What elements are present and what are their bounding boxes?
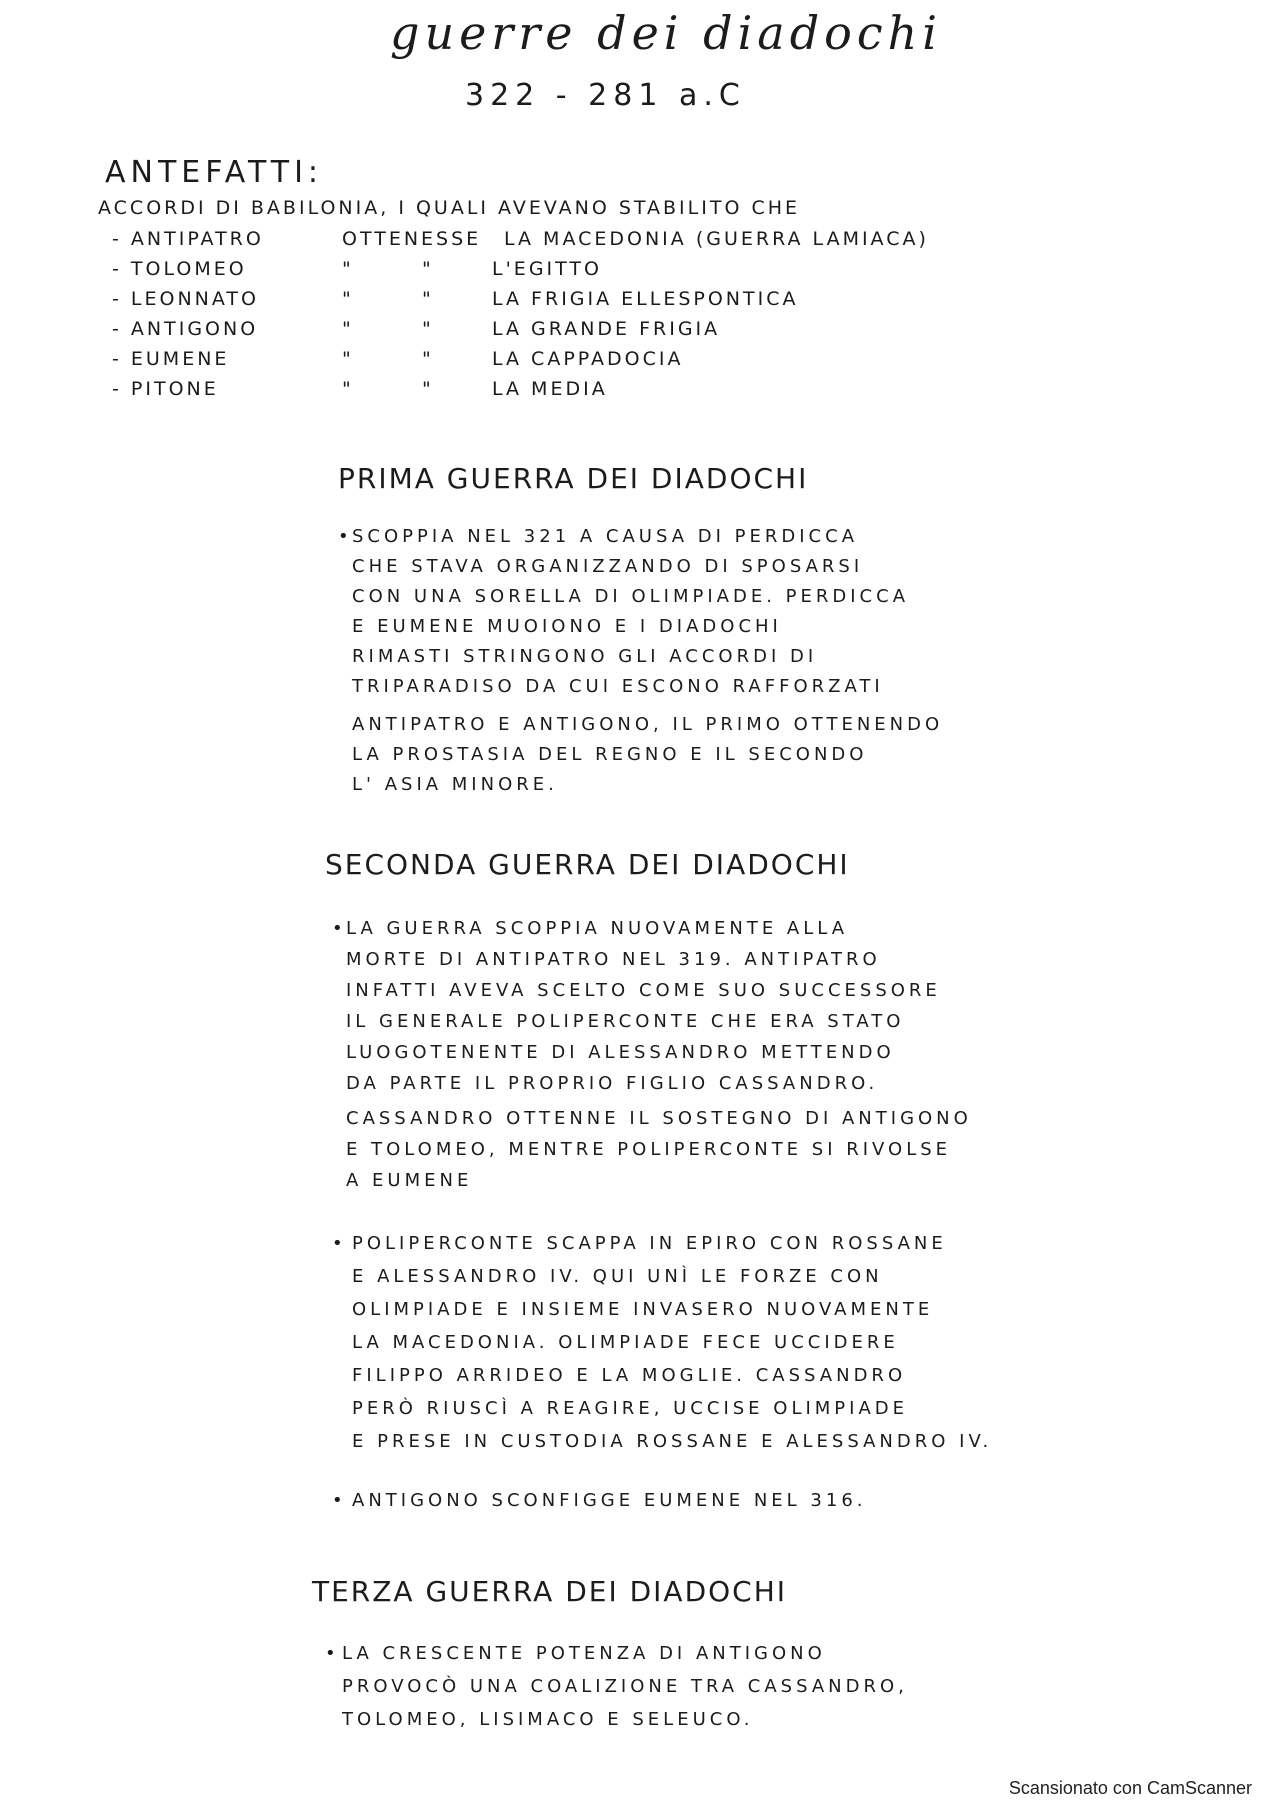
antefatti-verb: OTTENESSE [342,228,482,250]
antefatti-verb: " [342,258,354,280]
page-dates: 322 - 281 a.C [465,78,746,113]
antefatti-name: - TOLOMEO [112,258,247,280]
seconda-paragraph-3: ANTIGONO SCONFIGGE EUMENE NEL 316. [352,1490,867,1511]
antefatti-heading: ANTEFATTI: [105,155,324,190]
paragraph-line: OLIMPIADE E INSIEME INVASERO NUOVAMENTE [352,1299,934,1320]
paragraph-line: POLIPERCONTE SCAPPA IN EPIRO CON ROSSANE [352,1233,947,1254]
antefatti-name: - EUMENE [112,348,230,370]
paragraph-line: CHE STAVA ORGANIZZANDO DI SPOSARSI [352,556,864,577]
antefatti-row [112,288,1012,316]
bullet-dot: • [332,918,343,939]
paragraph-line: LUOGOTENENTE DI ALESSANDRO METTENDO [346,1042,895,1063]
paragraph-line: DA PARTE IL PROPRIO FIGLIO CASSANDRO. [346,1073,879,1094]
antefatti-row [112,228,1012,256]
antefatti-name: - PITONE [112,378,219,400]
antefatti-row [112,258,1012,286]
paragraph-line: LA PROSTASIA DEL REGNO E IL SECONDO [352,744,868,765]
paragraph-line: E PRESE IN CUSTODIA ROSSANE E ALESSANDRO IV. [352,1431,993,1452]
terza-heading: TERZA GUERRA DEI DIADOCHI [312,1575,788,1608]
antefatti-name: - LEONNATO [112,288,259,310]
paragraph-line: IL GENERALE POLIPERCONTE CHE ERA STATO [346,1011,905,1032]
paragraph-line: FILIPPO ARRIDEO E LA MOGLIE. CASSANDRO [352,1365,907,1386]
antefatti-mark: " [422,288,434,310]
antefatti-row [112,348,1012,376]
paragraph-line: L' ASIA MINORE. [352,774,558,795]
paragraph-line: LA CRESCENTE POTENZA DI ANTIGONO [342,1643,826,1664]
bullet-dot: • [325,1643,336,1664]
paragraph-line: A EUMENE [346,1170,473,1191]
antefatti-place: LA MACEDONIA (GUERRA LAMIACA) [504,228,929,250]
prima-heading: PRIMA GUERRA DEI DIADOCHI [338,462,809,495]
scanned-page [70,0,1210,1770]
paragraph-line: MORTE DI ANTIPATRO NEL 319. ANTIPATRO [346,949,881,970]
page-title: guerre dei diadochi [390,6,942,60]
paragraph-line: E TOLOMEO, MENTRE POLIPERCONTE SI RIVOLSE [346,1139,952,1160]
paragraph-line: PERÒ RIUSCÌ A REAGIRE, UCCISE OLIMPIADE [352,1398,909,1419]
antefatti-place: L'EGITTO [492,258,602,280]
bullet-dot: • [338,526,349,547]
bullet-dot: • [332,1490,343,1511]
antefatti-name: - ANTIPATRO [112,228,264,250]
seconda-heading: SECONDA GUERRA DEI DIADOCHI [325,848,850,881]
paragraph-line: LA GUERRA SCOPPIA NUOVAMENTE ALLA [346,918,849,939]
antefatti-place: LA CAPPADOCIA [492,348,684,370]
antefatti-verb: " [342,378,354,400]
paragraph-line: TOLOMEO, LISIMACO E SELEUCO. [342,1709,754,1730]
antefatti-verb: " [342,318,354,340]
antefatti-row [112,318,1012,346]
paragraph-line: LA MACEDONIA. OLIMPIADE FECE UCCIDERE [352,1332,899,1353]
paragraph-line: CASSANDRO OTTENNE IL SOSTEGNO DI ANTIGONO [346,1108,972,1129]
paragraph-line: RIMASTI STRINGONO GLI ACCORDI DI [352,646,818,667]
antefatti-mark: " [422,258,434,280]
antefatti-place: LA MEDIA [492,378,608,400]
paragraph-line: E ALESSANDRO IV. QUI UNÌ LE FORZE CON [352,1266,883,1287]
antefatti-row [112,378,1012,406]
paragraph-line: E EUMENE MUOIONO E I DIADOCHI [352,616,782,637]
paragraph-line: PROVOCÒ UNA COALIZIONE TRA CASSANDRO, [342,1676,908,1697]
camscanner-footer: Scansionato con CamScanner [1008,1778,1252,1798]
antefatti-verb: " [342,348,354,370]
bullet-dot: • [332,1233,343,1254]
antefatti-mark: " [422,318,434,340]
paragraph-line: TRIPARADISO DA CUI ESCONO RAFFORZATI [352,676,884,697]
paragraph-line: CON UNA SORELLA DI OLIMPIADE. PERDICCA [352,586,910,607]
antefatti-intro: ACCORDI DI BABILONIA, I QUALI AVEVANO STABILITO CHE [98,197,801,219]
paragraph-line: INFATTI AVEVA SCELTO COME SUO SUCCESSORE [346,980,941,1001]
antefatti-place: LA FRIGIA ELLESPONTICA [492,288,799,310]
antefatti-verb: " [342,288,354,310]
antefatti-mark: " [422,348,434,370]
paragraph-line: ANTIPATRO E ANTIGONO, IL PRIMO OTTENENDO [352,714,944,735]
antefatti-name: - ANTIGONO [112,318,259,340]
paragraph-line: SCOPPIA NEL 321 A CAUSA DI PERDICCA [352,526,859,547]
antefatti-mark: " [422,378,434,400]
antefatti-place: LA GRANDE FRIGIA [492,318,721,340]
